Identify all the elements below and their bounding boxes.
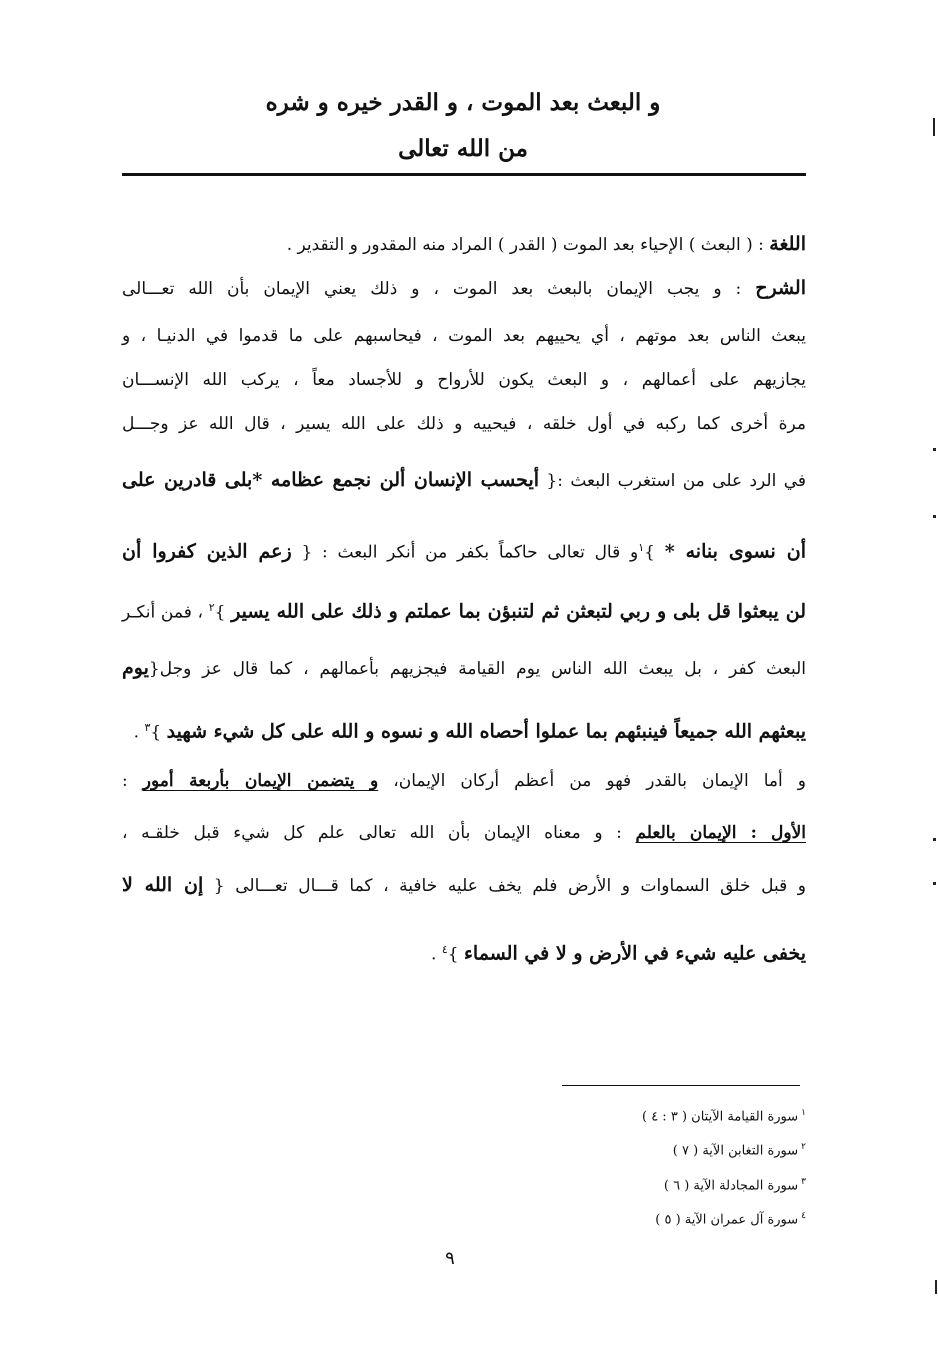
text-run: : ( البعث ) الإحياء بعد الموت ( القدر ) المراد منه المقدور و التقدير . (286, 235, 770, 255)
text-line (122, 875, 806, 896)
footnote-text: سورة المجادلة الآية ( ٦ ) (663, 1177, 799, 1193)
text-line (122, 470, 806, 491)
quran-quote: أيحسب الإنسان ألن نجمع عظامه *بلى قادرين على (122, 469, 540, 491)
footnote-number: ٣ (801, 1176, 806, 1187)
text-run: ، فمن أنكـر (122, 602, 209, 623)
scan-speck (935, 1280, 937, 1294)
text-line (122, 234, 806, 255)
text-line (122, 370, 806, 390)
footnote-number: ٢ (801, 1142, 806, 1153)
text-run: } (214, 602, 232, 623)
footnote-text: سورة القيامة الآيتان ( ٣ : ٤ ) (641, 1109, 799, 1125)
quran-quote: يخفى عليه شيء في الأرض و لا في السماء (464, 942, 806, 965)
text-run: . (133, 722, 145, 743)
footnote (406, 1098, 806, 1132)
emphasized-text: و يتضمن الإيمان بأربعة أمور (142, 771, 379, 791)
footnotes (406, 1098, 806, 1235)
text-line (122, 658, 806, 679)
quran-quote: يوم (122, 657, 149, 679)
quran-quote: زعم الذين كفروا أن (122, 540, 292, 563)
scan-speck (933, 118, 935, 136)
footnote (406, 1201, 806, 1235)
text-line (122, 538, 806, 563)
footnote-number: ٤ (801, 1210, 806, 1221)
header-divider (122, 173, 806, 176)
footnote-ref: ٣ (144, 721, 151, 734)
text-run: و قبل خلق السماوات و الأرض فلم يخف عليه خافية ، كما قـــال تعـــالى { (203, 876, 806, 896)
footnote-divider (562, 1085, 800, 1086)
scan-speck (933, 838, 936, 841)
text-line (122, 771, 806, 791)
text-run: يجازيهم على أعمالهم ، و البعث يكون للأرواح و للأجساد معاً ، يركب الله الإنســـان (122, 370, 806, 390)
section-label: اللغة (769, 233, 806, 255)
text-run: يبعث الناس بعد موتهم ، أي يحييهم بعد الموت ، فيحاسبهم على ما قدموا في الدنيـا ، و (122, 326, 806, 346)
text-line (122, 278, 806, 299)
text-run: } (150, 722, 167, 743)
text-run: : (122, 771, 143, 791)
chapter-title-line-2: من الله تعالى (398, 135, 528, 162)
footnote-text: سورة التغابن الآية ( ٧ ) (672, 1143, 799, 1159)
page-number: ٩ (445, 1248, 455, 1269)
text-line (122, 823, 806, 843)
section-label: الشرح (755, 277, 806, 299)
text-run: } (644, 542, 665, 563)
text-run: مرة أخرى كما ركبه في أول خلقه ، فيحييه و ذلك على الله يسير ، قال الله عز وجـــل (122, 414, 806, 434)
text-line (122, 326, 806, 346)
text-line (122, 940, 806, 965)
footnote-number: ١ (801, 1108, 806, 1118)
footnote-text: سورة آل عمران الآية ( ٥ ) (655, 1212, 799, 1228)
text-run: البعث كفر ، بل يبعث الله الناس يوم القيامة فيجزيهم بأعمالهم ، كما قال عز وجل{ (148, 659, 806, 679)
footnote-ref: ١ (638, 541, 645, 554)
quran-quote: أن نسوى بنانه * (664, 540, 806, 563)
text-run: في الرد على من استغرب البعث :{ (539, 471, 806, 491)
footnote (406, 1167, 806, 1201)
footnote-ref: ٤ (441, 943, 448, 956)
footnote-ref: ٢ (208, 601, 215, 614)
text-line (122, 414, 806, 434)
emphasized-text: الأول : الإيمان بالعلم (635, 823, 806, 843)
chapter-title-line-1: و البعث بعد الموت ، و القدر خيره و شره (265, 89, 661, 116)
quran-quote: يبعثهم الله جميعاً فينبئهم بما عملوا أحصاه الله و نسوه و الله على كل شيء شهيد (166, 720, 806, 743)
text-run: } (447, 944, 464, 965)
scan-speck (933, 882, 936, 885)
quran-quote: إن الله لا (122, 874, 204, 896)
text-run: و أما الإيمان بالقدر فهو من أعظم أركان الإيمان، (378, 771, 806, 791)
text-line (122, 598, 806, 623)
scan-speck (933, 515, 936, 518)
text-run: : و يجب الإيمان بالبعث بعد الموت ، و ذلك يعني الإيمان بأن الله تعـــالى (122, 279, 756, 299)
text-line (122, 718, 806, 743)
footnote (406, 1132, 806, 1166)
chapter-header (120, 80, 806, 172)
text-run: و قال تعالى حاكماً بكفر من أنكر البعث : { (291, 542, 639, 563)
quran-quote: لن يبعثوا قل بلى و ربي لتبعثن ثم لتنبؤن بما عملتم و ذلك على الله يسير (231, 600, 806, 623)
scan-speck (933, 448, 936, 451)
text-run: : و معناه الإيمان بأن الله تعالى علم كل شيء قبل خلقـه ، (122, 823, 636, 843)
text-run: . (431, 944, 442, 965)
